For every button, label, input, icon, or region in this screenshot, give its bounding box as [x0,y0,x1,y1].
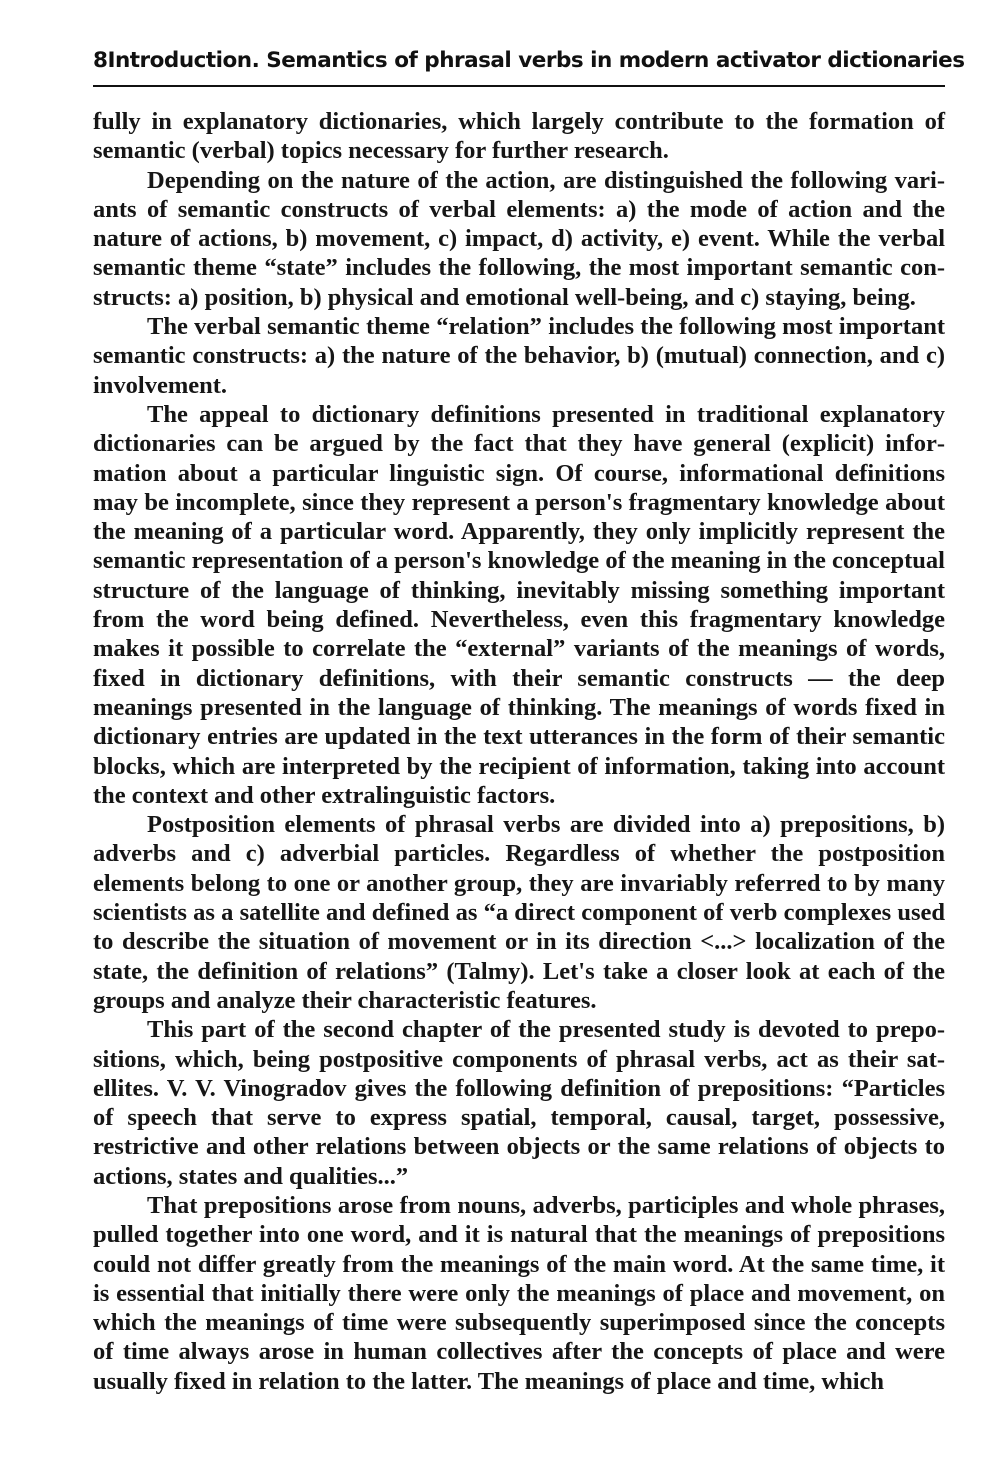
paragraph-action-variants: Depending on the nature of the action, are distinguished the following variants of semantic constructs of verbal elements: a) the mode of action and the nature of actions, b) movement, c) impact, d) activity, e) event. While the verbal semantic theme “state” includes the following, the most important semantic constructs: a) position, b) physical and emotional well-being, and c) staying, being. [93,166,945,311]
paragraph-prepositions-definition: This part of the second chapter of the presented study is devoted to prepositions, which, being postpositive components of phrasal verbs, act as their satellites. V. V. Vinogradov gives the following definition of prepositions: “Particles of speech that serve to express spatial, temporal, causal, target, possessive, restrictive and other relations between objects or the same relations of objects to actions, states and qualities...” [93,1016,945,1190]
paragraph-relation-theme: The verbal semantic theme “relation” includes the following most important semantic constructs: a) the nature of the behavior, b) (mutual) connection, and c) involvement. [93,313,945,399]
running-head [93,48,965,87]
paragraph-prepositions-origin: That prepositions arose from nouns, adverbs, participles and whole phrases, pulled together into one word, and it is natural that the meanings of prepositions could not differ greatly from the meanings of the main word. At the same time, it is essential that initially there were only the meanings of place and movement, on which the meanings of time were subsequently superimposed since the concepts of time always arose in human collectives after the concepts of place and were usually fixed in relation to the latter. The meanings of place and time, which [93,1191,945,1395]
paragraph-postposition-elements: Postposition elements of phrasal verbs are divided into a) prepositions, b) adverbs and c) adverbial particles. Regardless of whether the postposition elements belong to one or another group, they are invariably referred to by many scientists as a satellite and defined as “a direct component of verb complexes used to describe the situation of movement or in its direction <...> localization of the state, the definition of relations” (Talmy). Let's take a closer look at each of the groups and analyze their characteristic features. [93,811,945,1014]
running-title: Introduction. Semantics of phrasal verbs in modern activator dictionaries [107,48,965,73]
book-page [93,48,965,1396]
paragraph-dictionary-definitions: The appeal to dictionary definitions presented in traditional explanatory dictionaries can be argued by the fact that they have general (explicit) information about a particular linguistic sign. Of course, informational definitions may be incomplete, since they represent a person's fragmentary knowledge about the meaning of a particular word. Apparently, they only implicitly represent the semantic representation of a person's knowledge of the meaning in the conceptual structure of the language of thinking, inevitably missing something important from the word being defined. Nevertheless, even this fragmentary knowledge makes it possible to correlate the “external” variants of the meanings of words, fixed in dictionary definitions, with their semantic constructs — the deep meanings presented in the language of thinking. The meanings of words fixed in dictionary entries are updated in the text utterances in the form of their semantic blocks, which are interpreted by the recipient of information, taking into account the context and other extralinguistic factors. [93,400,945,809]
body-text [93,107,945,1396]
page-number: 8 [93,48,108,73]
paragraph-continued: fully in explanatory dictionaries, which largely contribute to the formation of semantic (verbal) topics necessary for further research. [93,108,945,165]
